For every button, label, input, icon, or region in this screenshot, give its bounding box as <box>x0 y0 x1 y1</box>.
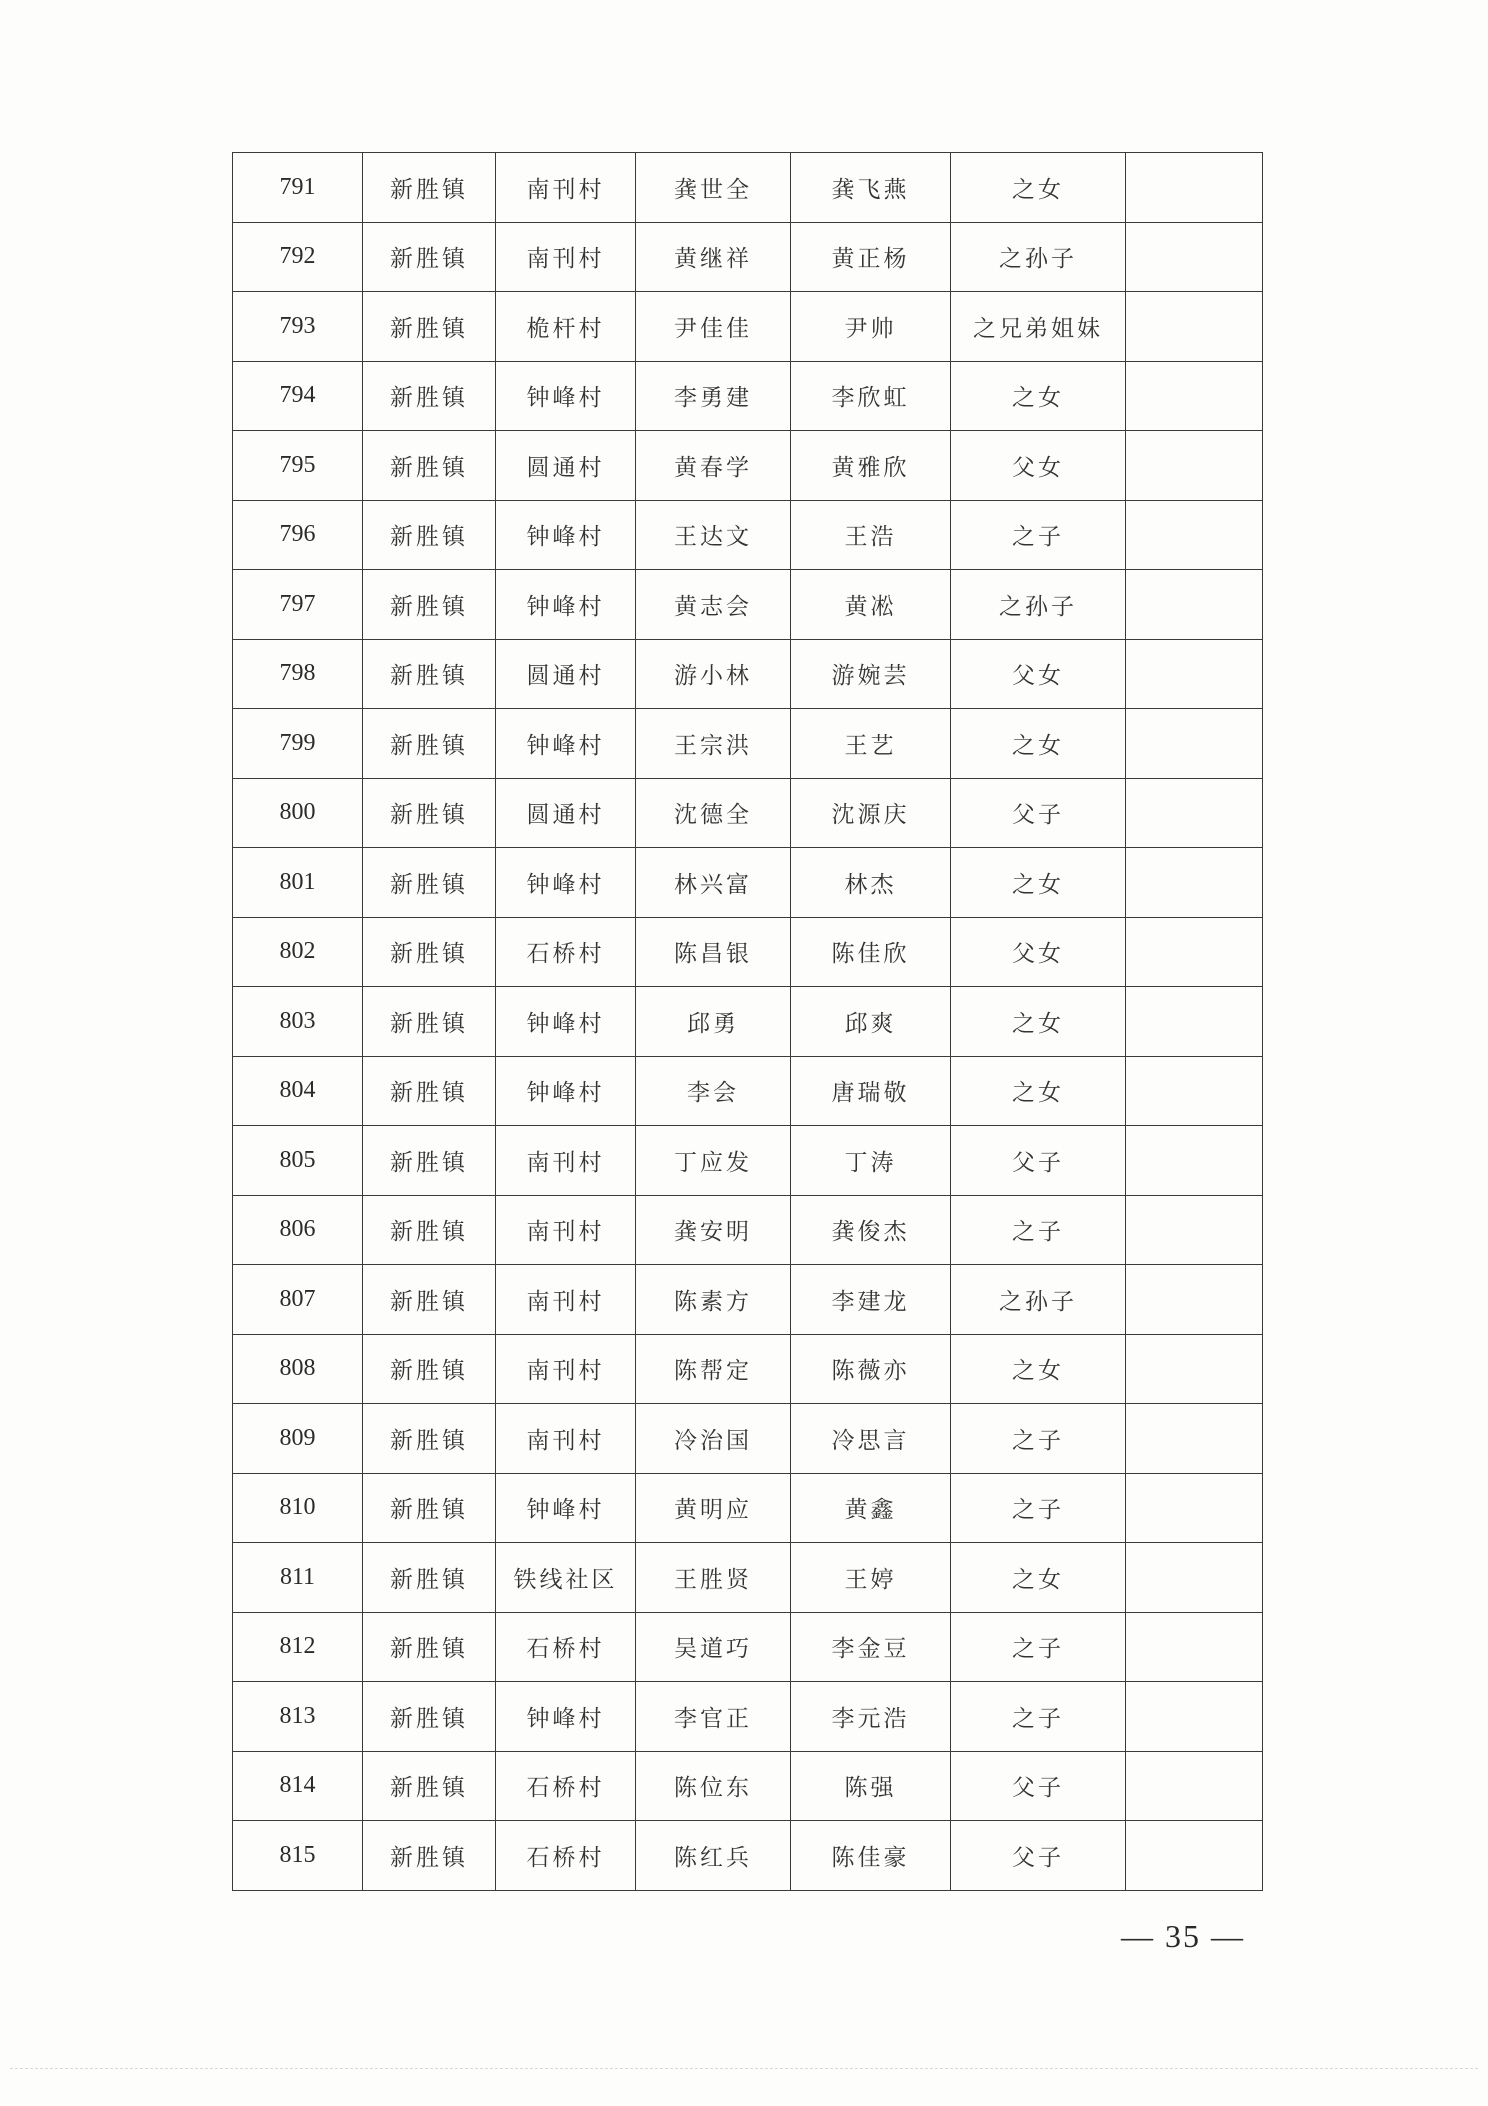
cell-relation: 之女 <box>951 709 1126 779</box>
cell-note <box>1126 431 1263 501</box>
table-row <box>233 1543 1263 1613</box>
cell-town: 新胜镇 <box>363 222 496 292</box>
cell-child-name: 林杰 <box>791 848 951 918</box>
cell-child-name: 陈佳豪 <box>791 1821 951 1891</box>
cell-village: 南刊村 <box>496 153 636 223</box>
cell-town: 新胜镇 <box>363 1195 496 1265</box>
cell-relation: 之子 <box>951 1195 1126 1265</box>
cell-village: 南刊村 <box>496 222 636 292</box>
cell-parent-name: 陈位东 <box>636 1751 791 1821</box>
cell-child-name: 李金豆 <box>791 1612 951 1682</box>
cell-village: 南刊村 <box>496 1195 636 1265</box>
cell-note <box>1126 848 1263 918</box>
cell-parent-name: 陈昌银 <box>636 917 791 987</box>
cell-relation: 之子 <box>951 1682 1126 1752</box>
cell-relation: 父子 <box>951 1821 1126 1891</box>
cell-town: 新胜镇 <box>363 987 496 1057</box>
cell-village: 石桥村 <box>496 1612 636 1682</box>
cell-village: 圆通村 <box>496 431 636 501</box>
cell-parent-name: 邱勇 <box>636 987 791 1057</box>
cell-number: 808 <box>233 1334 363 1404</box>
cell-parent-name: 陈帮定 <box>636 1334 791 1404</box>
cell-relation: 之孙子 <box>951 1265 1126 1335</box>
cell-parent-name: 林兴富 <box>636 848 791 918</box>
cell-village: 钟峰村 <box>496 570 636 640</box>
table-row <box>233 778 1263 848</box>
cell-parent-name: 黄春学 <box>636 431 791 501</box>
roster-table-container <box>232 152 1262 1891</box>
cell-number: 806 <box>233 1195 363 1265</box>
cell-village: 钟峰村 <box>496 709 636 779</box>
cell-number: 798 <box>233 639 363 709</box>
cell-parent-name: 李官正 <box>636 1682 791 1752</box>
cell-town: 新胜镇 <box>363 1404 496 1474</box>
cell-note <box>1126 570 1263 640</box>
cell-relation: 之女 <box>951 1056 1126 1126</box>
cell-child-name: 游婉芸 <box>791 639 951 709</box>
cell-relation: 之女 <box>951 1334 1126 1404</box>
cell-note <box>1126 639 1263 709</box>
cell-parent-name: 黄明应 <box>636 1473 791 1543</box>
cell-parent-name: 黄志会 <box>636 570 791 640</box>
cell-number: 793 <box>233 292 363 362</box>
cell-town: 新胜镇 <box>363 431 496 501</box>
roster-table-body <box>233 153 1263 1891</box>
table-row <box>233 1334 1263 1404</box>
cell-town: 新胜镇 <box>363 153 496 223</box>
cell-note <box>1126 1751 1263 1821</box>
cell-parent-name: 李勇建 <box>636 361 791 431</box>
cell-number: 805 <box>233 1126 363 1196</box>
cell-relation: 之子 <box>951 500 1126 570</box>
cell-note <box>1126 709 1263 779</box>
cell-village: 石桥村 <box>496 1821 636 1891</box>
cell-town: 新胜镇 <box>363 709 496 779</box>
cell-note <box>1126 987 1263 1057</box>
cell-number: 811 <box>233 1543 363 1613</box>
cell-note <box>1126 1682 1263 1752</box>
cell-town: 新胜镇 <box>363 1126 496 1196</box>
cell-note <box>1126 1265 1263 1335</box>
cell-town: 新胜镇 <box>363 361 496 431</box>
cell-note <box>1126 361 1263 431</box>
cell-village: 石桥村 <box>496 1751 636 1821</box>
cell-note <box>1126 1612 1263 1682</box>
cell-town: 新胜镇 <box>363 917 496 987</box>
cell-number: 795 <box>233 431 363 501</box>
cell-relation: 之孙子 <box>951 570 1126 640</box>
cell-number: 799 <box>233 709 363 779</box>
cell-town: 新胜镇 <box>363 1543 496 1613</box>
cell-relation: 父女 <box>951 639 1126 709</box>
cell-child-name: 龚俊杰 <box>791 1195 951 1265</box>
cell-relation: 之子 <box>951 1473 1126 1543</box>
table-row <box>233 917 1263 987</box>
cell-town: 新胜镇 <box>363 570 496 640</box>
cell-parent-name: 王胜贤 <box>636 1543 791 1613</box>
cell-child-name: 陈薇亦 <box>791 1334 951 1404</box>
cell-child-name: 尹帅 <box>791 292 951 362</box>
cell-town: 新胜镇 <box>363 1682 496 1752</box>
cell-town: 新胜镇 <box>363 1473 496 1543</box>
table-row <box>233 153 1263 223</box>
cell-village: 钟峰村 <box>496 848 636 918</box>
cell-relation: 之兄弟姐妹 <box>951 292 1126 362</box>
cell-village: 南刊村 <box>496 1334 636 1404</box>
cell-note <box>1126 1056 1263 1126</box>
cell-village: 铁线社区 <box>496 1543 636 1613</box>
table-row <box>233 1265 1263 1335</box>
cell-town: 新胜镇 <box>363 292 496 362</box>
table-row <box>233 222 1263 292</box>
cell-town: 新胜镇 <box>363 1612 496 1682</box>
table-row <box>233 1682 1263 1752</box>
cell-number: 797 <box>233 570 363 640</box>
cell-relation: 之女 <box>951 1543 1126 1613</box>
cell-relation: 之孙子 <box>951 222 1126 292</box>
table-row <box>233 1404 1263 1474</box>
cell-relation: 之女 <box>951 153 1126 223</box>
cell-child-name: 唐瑞敬 <box>791 1056 951 1126</box>
cell-note <box>1126 1334 1263 1404</box>
cell-town: 新胜镇 <box>363 848 496 918</box>
cell-child-name: 沈源庆 <box>791 778 951 848</box>
cell-note <box>1126 917 1263 987</box>
cell-relation: 之女 <box>951 848 1126 918</box>
cell-number: 814 <box>233 1751 363 1821</box>
table-row <box>233 709 1263 779</box>
cell-parent-name: 王达文 <box>636 500 791 570</box>
cell-child-name: 陈强 <box>791 1751 951 1821</box>
cell-child-name: 王浩 <box>791 500 951 570</box>
table-row <box>233 1751 1263 1821</box>
table-row <box>233 848 1263 918</box>
cell-number: 794 <box>233 361 363 431</box>
cell-parent-name: 尹佳佳 <box>636 292 791 362</box>
bottom-scan-edge <box>10 2068 1478 2069</box>
cell-child-name: 李元浩 <box>791 1682 951 1752</box>
cell-child-name: 黄雅欣 <box>791 431 951 501</box>
cell-parent-name: 吴道巧 <box>636 1612 791 1682</box>
cell-town: 新胜镇 <box>363 1056 496 1126</box>
cell-child-name: 龚飞燕 <box>791 153 951 223</box>
cell-child-name: 王艺 <box>791 709 951 779</box>
cell-village: 圆通村 <box>496 639 636 709</box>
cell-relation: 父子 <box>951 778 1126 848</box>
cell-number: 792 <box>233 222 363 292</box>
cell-village: 圆通村 <box>496 778 636 848</box>
cell-village: 钟峰村 <box>496 1682 636 1752</box>
table-row <box>233 431 1263 501</box>
table-row <box>233 1473 1263 1543</box>
cell-child-name: 陈佳欣 <box>791 917 951 987</box>
cell-number: 800 <box>233 778 363 848</box>
table-row <box>233 1195 1263 1265</box>
table-row <box>233 570 1263 640</box>
cell-village: 钟峰村 <box>496 361 636 431</box>
cell-village: 钟峰村 <box>496 987 636 1057</box>
cell-number: 804 <box>233 1056 363 1126</box>
cell-child-name: 王婷 <box>791 1543 951 1613</box>
table-row <box>233 1056 1263 1126</box>
cell-number: 796 <box>233 500 363 570</box>
cell-number: 803 <box>233 987 363 1057</box>
cell-relation: 之子 <box>951 1404 1126 1474</box>
cell-relation: 之女 <box>951 361 1126 431</box>
cell-note <box>1126 222 1263 292</box>
cell-parent-name: 沈德全 <box>636 778 791 848</box>
cell-parent-name: 黄继祥 <box>636 222 791 292</box>
cell-note <box>1126 292 1263 362</box>
cell-child-name: 丁涛 <box>791 1126 951 1196</box>
cell-village: 钟峰村 <box>496 1473 636 1543</box>
cell-parent-name: 龚世全 <box>636 153 791 223</box>
cell-number: 815 <box>233 1821 363 1891</box>
roster-table <box>232 152 1263 1891</box>
cell-relation: 父子 <box>951 1751 1126 1821</box>
table-row <box>233 1126 1263 1196</box>
cell-village: 石桥村 <box>496 917 636 987</box>
cell-number: 802 <box>233 917 363 987</box>
cell-note <box>1126 1821 1263 1891</box>
table-row <box>233 500 1263 570</box>
cell-child-name: 冷思言 <box>791 1404 951 1474</box>
cell-note <box>1126 500 1263 570</box>
cell-number: 791 <box>233 153 363 223</box>
table-row <box>233 987 1263 1057</box>
cell-village: 桅杆村 <box>496 292 636 362</box>
cell-parent-name: 陈红兵 <box>636 1821 791 1891</box>
cell-village: 钟峰村 <box>496 500 636 570</box>
cell-child-name: 黄鑫 <box>791 1473 951 1543</box>
cell-village: 南刊村 <box>496 1404 636 1474</box>
table-row <box>233 1821 1263 1891</box>
cell-town: 新胜镇 <box>363 1821 496 1891</box>
cell-number: 807 <box>233 1265 363 1335</box>
cell-number: 813 <box>233 1682 363 1752</box>
table-row <box>233 639 1263 709</box>
cell-town: 新胜镇 <box>363 639 496 709</box>
cell-note <box>1126 1126 1263 1196</box>
cell-parent-name: 丁应发 <box>636 1126 791 1196</box>
cell-town: 新胜镇 <box>363 1334 496 1404</box>
cell-town: 新胜镇 <box>363 1265 496 1335</box>
cell-town: 新胜镇 <box>363 778 496 848</box>
cell-note <box>1126 1473 1263 1543</box>
cell-village: 南刊村 <box>496 1265 636 1335</box>
cell-child-name: 邱爽 <box>791 987 951 1057</box>
cell-child-name: 黄凇 <box>791 570 951 640</box>
cell-note <box>1126 153 1263 223</box>
cell-parent-name: 龚安明 <box>636 1195 791 1265</box>
cell-relation: 父子 <box>951 1126 1126 1196</box>
cell-parent-name: 冷治国 <box>636 1404 791 1474</box>
cell-relation: 父女 <box>951 431 1126 501</box>
cell-town: 新胜镇 <box>363 500 496 570</box>
cell-number: 809 <box>233 1404 363 1474</box>
cell-child-name: 黄正杨 <box>791 222 951 292</box>
cell-relation: 之女 <box>951 987 1126 1057</box>
table-row <box>233 361 1263 431</box>
cell-number: 810 <box>233 1473 363 1543</box>
cell-relation: 之子 <box>951 1612 1126 1682</box>
cell-child-name: 李欣虹 <box>791 361 951 431</box>
cell-parent-name: 李会 <box>636 1056 791 1126</box>
cell-parent-name: 王宗洪 <box>636 709 791 779</box>
cell-town: 新胜镇 <box>363 1751 496 1821</box>
cell-village: 南刊村 <box>496 1126 636 1196</box>
table-row <box>233 292 1263 362</box>
cell-note <box>1126 1195 1263 1265</box>
page-number: — 35 — <box>1121 1918 1245 1954</box>
cell-village: 钟峰村 <box>496 1056 636 1126</box>
table-row <box>233 1612 1263 1682</box>
cell-note <box>1126 1404 1263 1474</box>
cell-child-name: 李建龙 <box>791 1265 951 1335</box>
cell-note <box>1126 778 1263 848</box>
cell-parent-name: 游小林 <box>636 639 791 709</box>
cell-number: 801 <box>233 848 363 918</box>
cell-relation: 父女 <box>951 917 1126 987</box>
cell-number: 812 <box>233 1612 363 1682</box>
cell-parent-name: 陈素方 <box>636 1265 791 1335</box>
cell-note <box>1126 1543 1263 1613</box>
